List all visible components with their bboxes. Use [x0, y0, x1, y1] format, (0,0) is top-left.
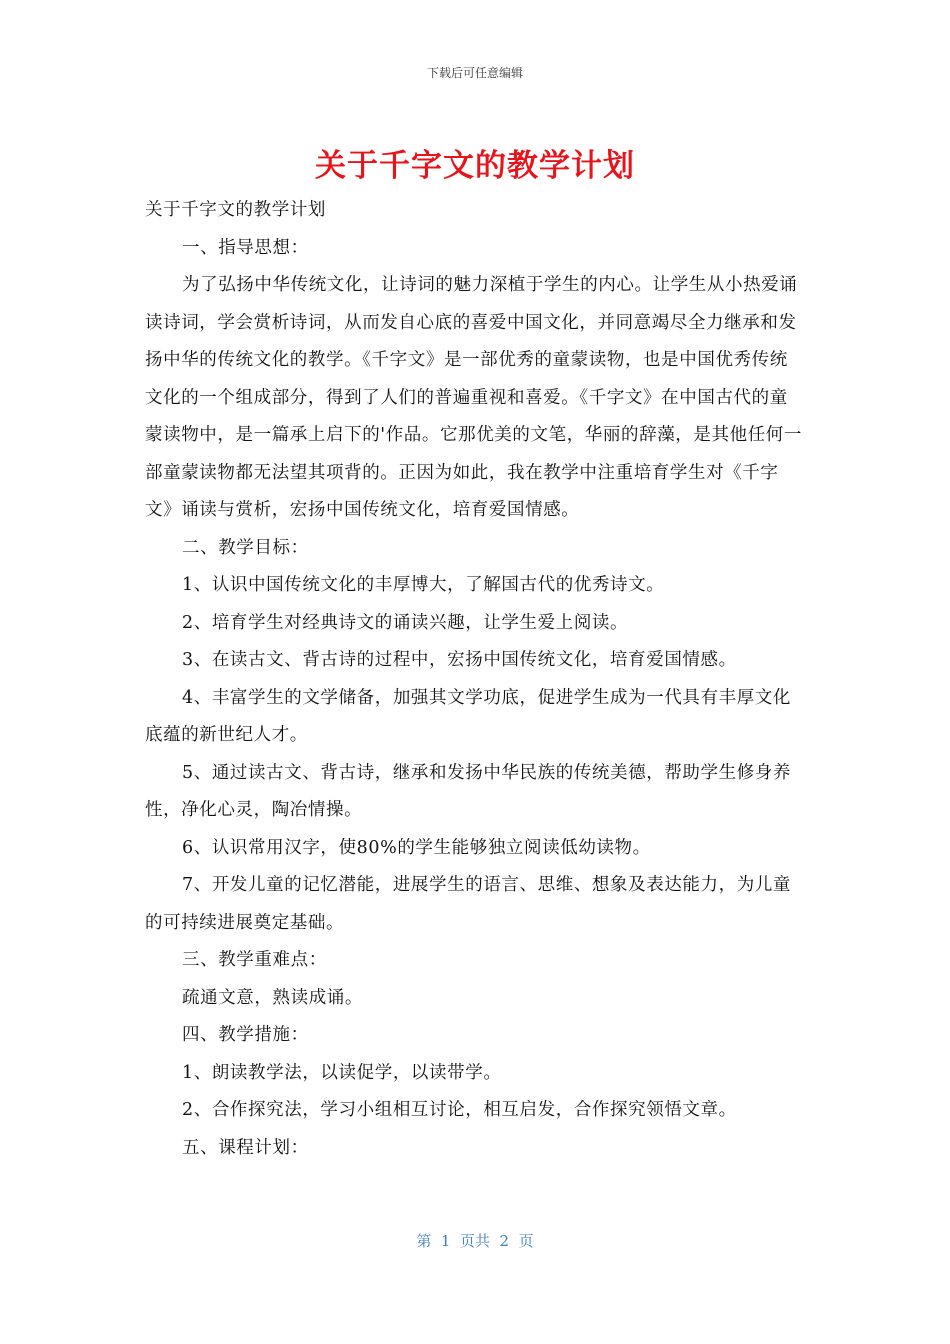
document-title: 关于千字文的教学计划 [315, 148, 635, 184]
measure-item-2: 2、合作探究法，学习小组相互讨论，相互启发，合作探究领悟文章。 [182, 1100, 737, 1120]
measure-item-1: 1、朗读教学法，以读促学，以读带学。 [182, 1062, 502, 1083]
goal-item-2: 2、培育学生对经典诗文的诵读兴趣，让学生爱上阅读。 [182, 612, 629, 633]
goal-item-4: 4、丰富学生的文学储备，加强其文学功底，促进学生成为一代具有丰厚文化底蕴的新世纪人才。 [145, 687, 792, 745]
goal-item-6: 6、认识常用汉字，使80%的学生能够独立阅读低幼读物。 [182, 837, 651, 858]
goal-item-1: 1、认识中国传统文化的丰厚博大，了解国古代的优秀诗文。 [182, 575, 665, 595]
goal-item-3: 3、在读古文、背古诗的过程中，宏扬中国传统文化，培育爱国情感。 [182, 650, 737, 670]
document-body [145, 192, 805, 1167]
section-heading-2: 二、教学目标： [182, 537, 309, 558]
section-heading-4: 四、教学措施： [182, 1025, 309, 1045]
section-heading-3: 三、教学重难点： [182, 950, 327, 970]
paragraph-guiding-thought: 为了弘扬中华传统文化，让诗词的魅力深植于学生的内心。让学生从小热爱诵读诗词，学会赏析诗词，从而发自心底的喜爱中国文化，并同意竭尽全力继承和发扬中华的传统文化的教学。《千字文》是一部优秀的童蒙读物，也是中国优秀传统文化的一个组成部分，得到了人们的普遍重视和喜爱。《千字文》在中国古代的童蒙读物中，是一篇承上启下的'作品。它那优美的文笔，华丽的辞藻，是其他任何一部童蒙读物都无法望其项背的。正因为如此，我在教学中注重培育学生对《千字文》诵读与赏析，宏扬中国传统文化，培育爱国情感。 [145, 275, 803, 520]
section-heading-5: 五、课程计划： [182, 1137, 309, 1158]
page-header-note: 下载后可任意编辑 [426, 66, 523, 80]
goal-item-7: 7、开发儿童的记忆潜能，进展学生的语言、思维、想象及表达能力，为儿童的可持续进展奠定基础。 [145, 875, 792, 933]
section-heading-1: 一、指导思想： [182, 237, 309, 258]
key-points-text: 疏通文意，熟读成诵。 [182, 987, 363, 1008]
intro-line: 关于千字文的教学计划 [145, 200, 326, 220]
page-number-footer: 第 1 页共 2 页 [416, 1232, 534, 1250]
goal-item-5: 5、通过读古文、背古诗，继承和发扬中华民族的传统美德，帮助学生修身养性，净化心灵，陶冶情操。 [145, 762, 792, 820]
